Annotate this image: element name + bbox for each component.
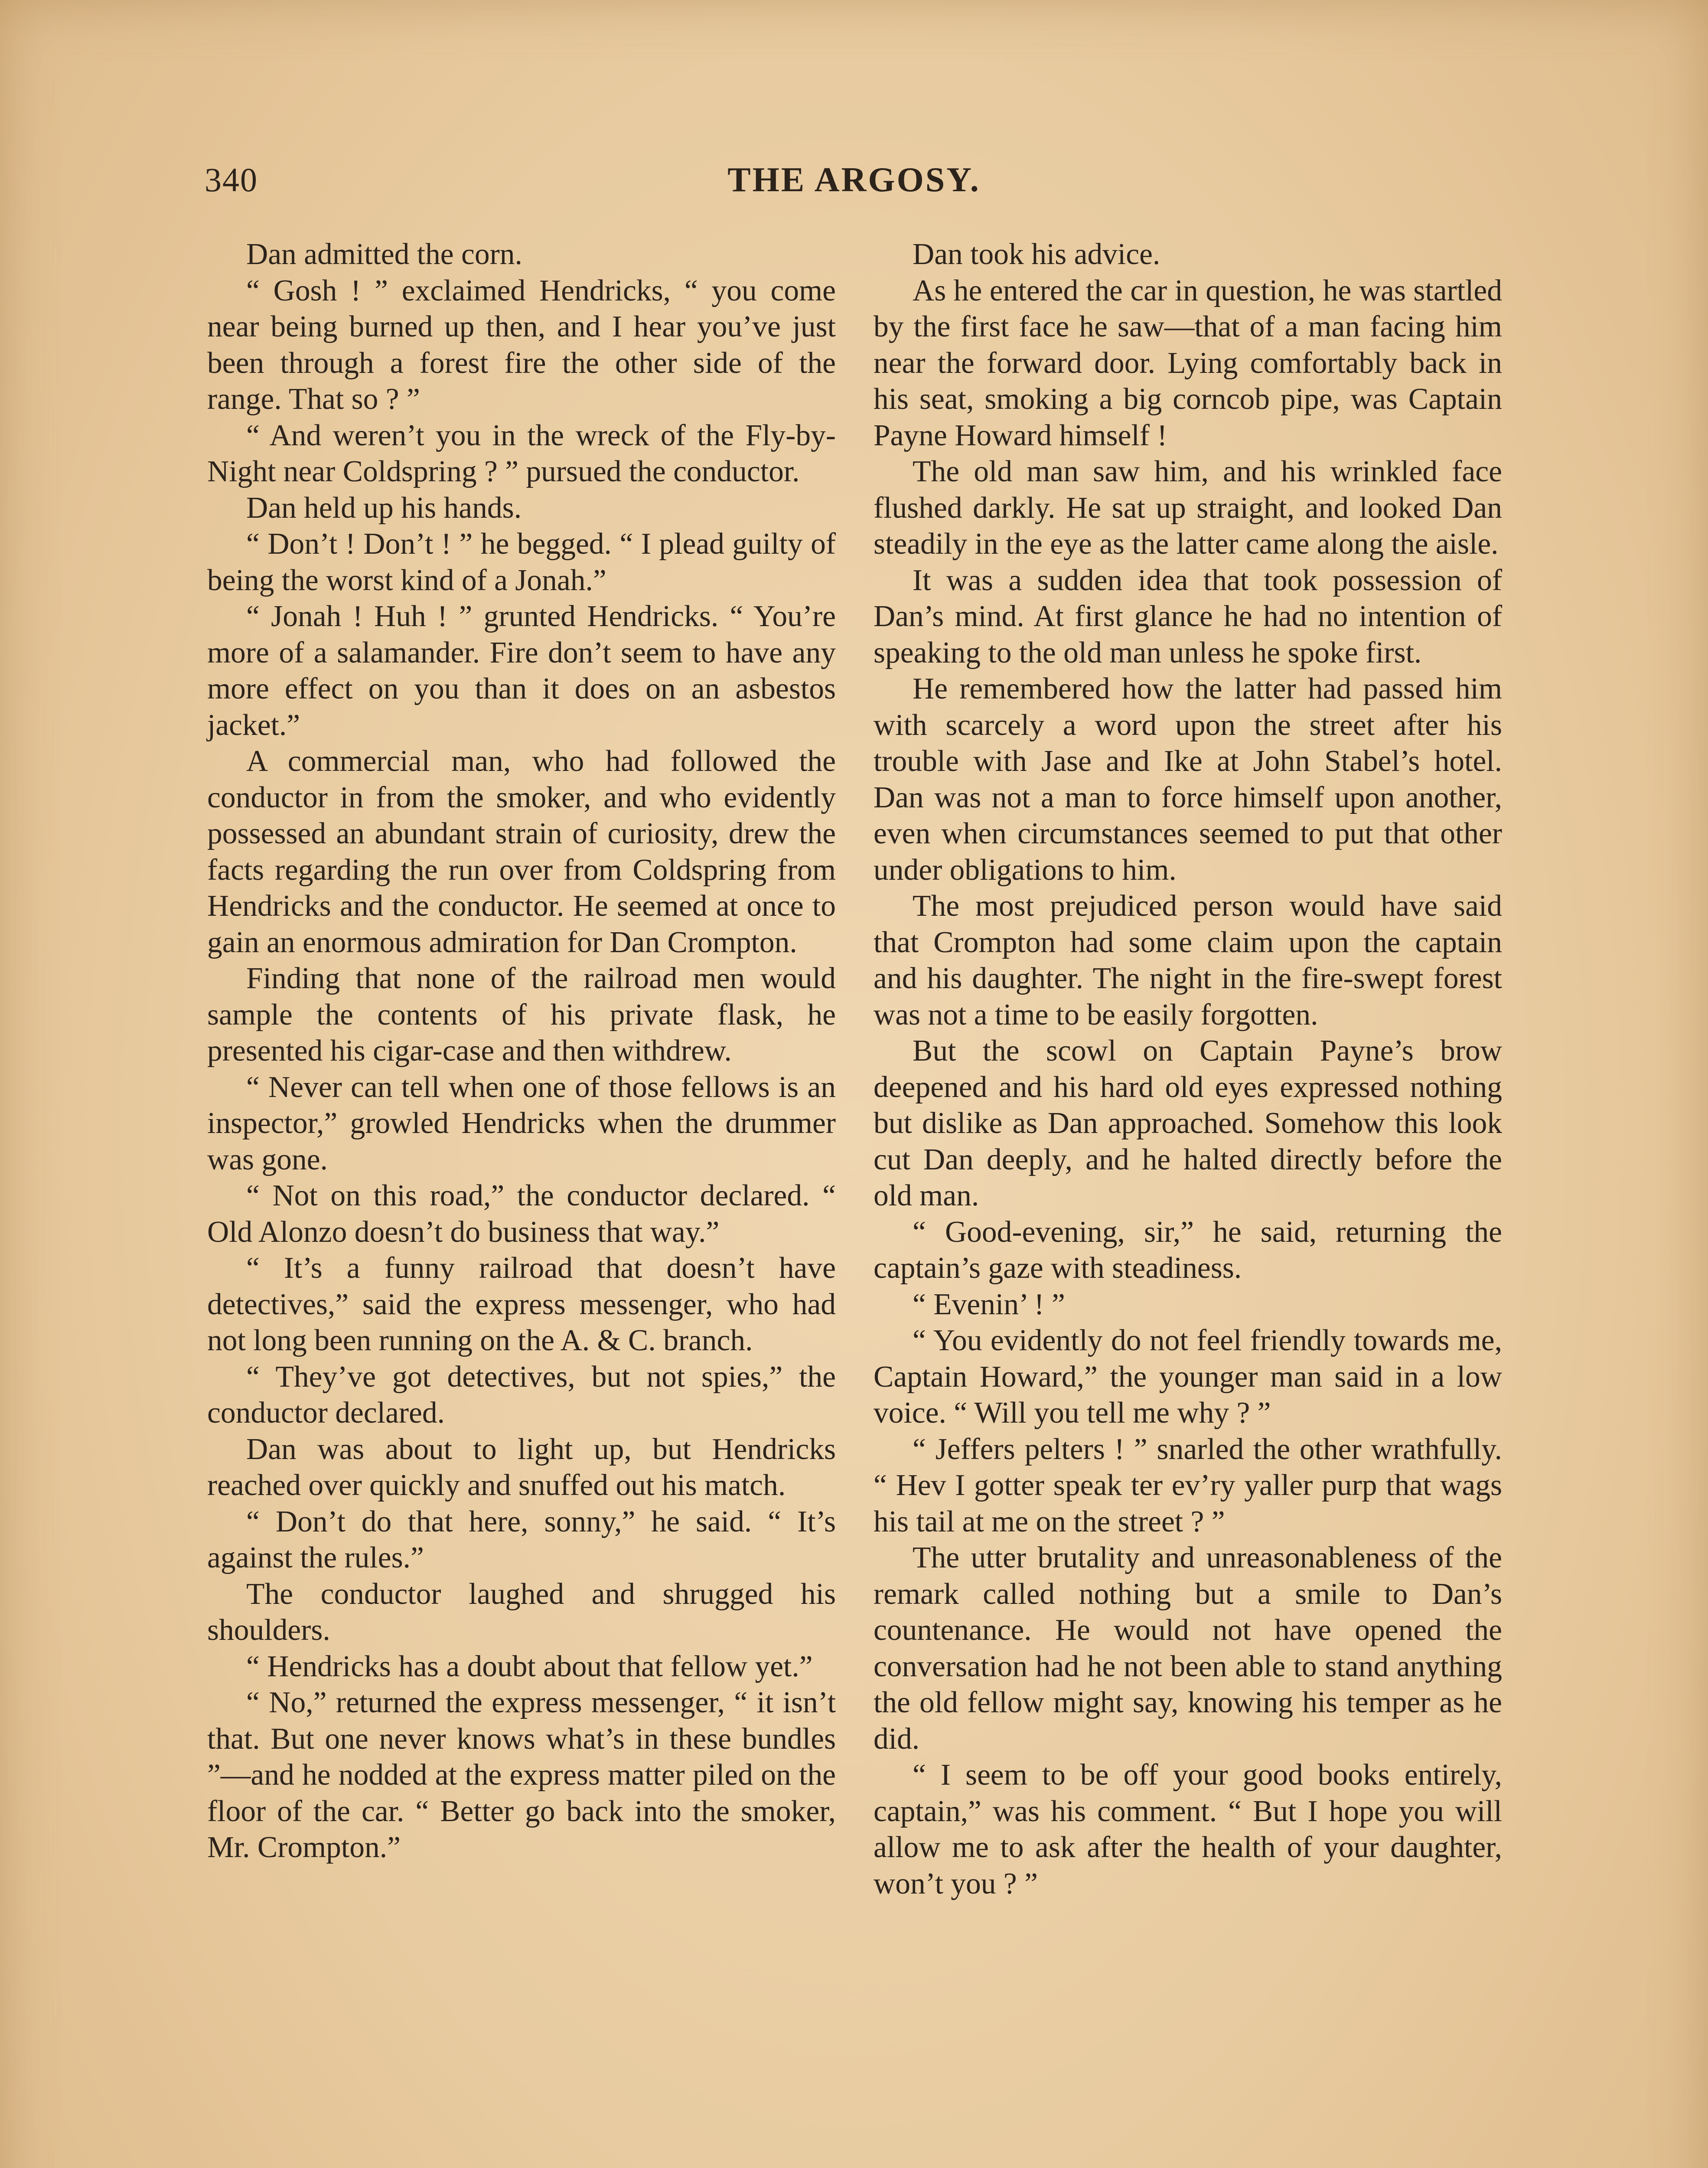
right-column	[874, 236, 1502, 1902]
paragraph: “ Jeffers pelters ! ” snarled the other wrathfully. “ Hev I gotter speak ter ev’ry yaller purp that wags his tail at me on the street ? ”	[874, 1432, 1502, 1538]
paragraph: “ Evenin’ ! ”	[913, 1287, 1065, 1321]
paragraph: “ Good-evening, sir,” he said, returning the captain’s gaze with steadiness.	[874, 1215, 1502, 1285]
paragraph: Dan was about to light up, but Hendricks reached over quickly and snuffed out his match.	[207, 1432, 836, 1502]
paragraph: “ Not on this road,” the conductor declared. “ Old Alonzo doesn’t do business that way.”	[207, 1179, 836, 1249]
running-head: THE ARGOSY.	[727, 161, 981, 199]
paragraph: “ Don’t ! Don’t ! ” he begged. “ I plead guilty of being the worst kind of a Jonah.”	[207, 527, 836, 597]
paragraph: “ It’s a funny railroad that doesn’t have detectives,” said the express messenger, who had not long been running on the A. & C. branch.	[207, 1251, 836, 1357]
paragraph: It was a sudden idea that took possession of Dan’s mind. At first glance he had no intention of speaking to the old man unless he spoke first.	[874, 563, 1502, 669]
paragraph: The utter brutality and unreasonableness of the remark called nothing but a smile to Dan’s countenance. He would not have opened the conversation had he not been able to stand anything the old fellow might say, knowing his temper as he did.	[874, 1541, 1502, 1756]
paragraph: “ No,” returned the express messenger, “ it isn’t that. But one never knows what’s in these bundles ”—and he nodded at the express matter piled on the floor of the car. “ Better go back into the smoker, Mr. Crompton.”	[207, 1686, 836, 1864]
paragraph: “ You evidently do not feel friendly towards me, Captain Howard,” the younger man said in a low voice. “ Will you tell me why ? ”	[874, 1324, 1502, 1430]
paragraph: “ Hendricks has a doubt about that fellow yet.”	[246, 1649, 813, 1683]
paragraph: Dan admitted the corn.	[246, 238, 522, 271]
page-header	[0, 156, 1708, 208]
paragraph: A commercial man, who had followed the conductor in from the smoker, and who evidently possessed an abundant strain of curiosity, drew the facts regarding the run over from Coldspring from Hendricks and the conductor. He seemed at once to gain an enormous admiration for Dan Crompton.	[207, 744, 836, 959]
paragraph: “ And weren’t you in the wreck of the Fly-by-Night near Coldspring ? ” pursued the conductor.	[207, 418, 836, 488]
page-number: 340	[205, 161, 258, 199]
paragraph: “ Jonah ! Huh ! ” grunted Hendricks. “ You’re more of a salamander. Fire don’t seem to have any more effect on you than it does on an asbestos jacket.”	[207, 600, 836, 742]
paragraph: “ I seem to be off your good books entirely, captain,” was his comment. “ But I hope you will allow me to ask after the health of your daughter, won’t you ? ”	[874, 1758, 1502, 1900]
paragraph: “ They’ve got detectives, but not spies,” the conductor declared.	[207, 1360, 836, 1430]
paragraph: But the scowl on Captain Payne’s brow deepened and his hard old eyes expressed nothing but dislike as Dan approached. Somehow this look cut Dan deeply, and he halted directly before the old man.	[874, 1034, 1502, 1212]
paragraph: “ Never can tell when one of those fellows is an inspector,” growled Hendricks when the drummer was gone.	[207, 1070, 836, 1176]
paragraph: The old man saw him, and his wrinkled face flushed darkly. He sat up straight, and looked Dan steadily in the eye as the latter came along the aisle.	[874, 455, 1502, 561]
paragraph: The conductor laughed and shrugged his shoulders.	[207, 1577, 836, 1647]
paragraph: “ Gosh ! ” exclaimed Hendricks, “ you come near being burned up then, and I hear you’ve just been through a forest fire the other side of the range. That so ? ”	[207, 274, 836, 416]
paragraph: Dan took his advice.	[913, 238, 1160, 271]
paragraph: He remembered how the latter had passed him with scarcely a word upon the street after his trouble with Jase and Ike at John Stabel’s hotel. Dan was not a man to force himself upon another, even when circumstances seemed to put that other under obligations to him.	[874, 672, 1502, 887]
left-column	[207, 236, 836, 1866]
paragraph: The most prejudiced person would have said that Crompton had some claim upon the captain and his daughter. The night in the fire-swept forest was not a time to be easily forgotten.	[874, 889, 1502, 1032]
paragraph: “ Don’t do that here, sonny,” he said. “ It’s against the rules.”	[207, 1505, 836, 1574]
paragraph: Dan held up his hands.	[246, 491, 522, 525]
paragraph: Finding that none of the railroad men would sample the contents of his private flask, he presented his cigar-case and then withdrew.	[207, 962, 836, 1068]
paragraph: As he entered the car in question, he was startled by the first face he saw—that of a man facing him near the forward door. Lying comfortably back in his seat, smoking a big corncob pipe, was Captain Payne Howard himself !	[874, 274, 1502, 452]
